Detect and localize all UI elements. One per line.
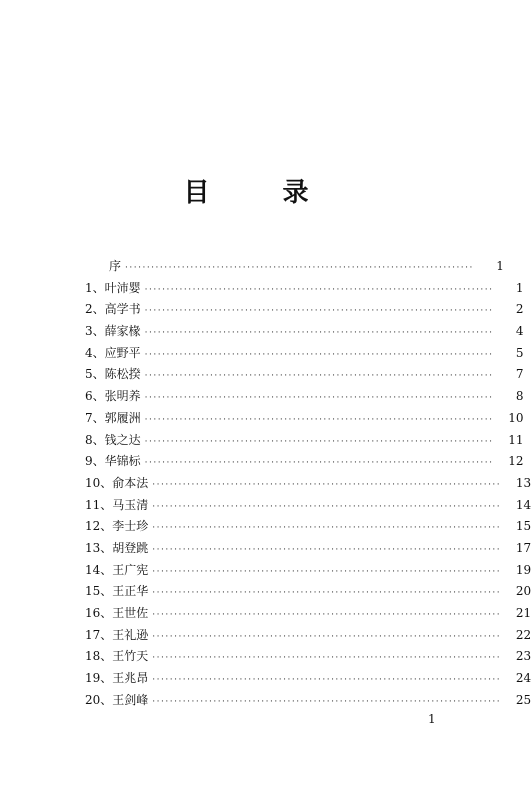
dot-leader: ················································································ bbox=[144, 306, 494, 317]
table-of-contents bbox=[85, 256, 531, 711]
dot-leader: ················································································ bbox=[152, 631, 502, 642]
toc-entry-page: 22 bbox=[515, 627, 531, 642]
toc-entry-page: 21 bbox=[515, 606, 531, 620]
dot-leader: ················································································ bbox=[152, 523, 502, 534]
toc-entry bbox=[85, 256, 504, 278]
toc-entry bbox=[85, 451, 524, 473]
toc-entry-page: 1 bbox=[496, 259, 504, 273]
dot-leader: ················································································ bbox=[152, 544, 502, 555]
toc-entry bbox=[85, 495, 531, 517]
toc-entry-label: 7、郭履洲 bbox=[85, 410, 141, 425]
dot-leader: ················································································ bbox=[144, 371, 494, 382]
toc-entry bbox=[85, 321, 524, 343]
dot-leader: ················································································ bbox=[144, 284, 494, 295]
dot-leader: ················································································ bbox=[144, 349, 494, 360]
toc-entry-label: 14、王广宪 bbox=[85, 562, 149, 577]
toc-entry-page: 13 bbox=[515, 475, 531, 490]
toc-entry-page: 8 bbox=[515, 389, 524, 404]
toc-entry-label: 19、王兆昂 bbox=[85, 671, 149, 686]
toc-entry bbox=[85, 668, 531, 690]
toc-entry-label: 10、俞本法 bbox=[85, 475, 149, 490]
toc-entry-label: 16、王世佐 bbox=[85, 606, 149, 620]
toc-entry bbox=[85, 560, 531, 582]
toc-entry-label: 18、王竹天 bbox=[85, 649, 149, 664]
toc-entry-label: 13、胡登跳 bbox=[85, 540, 149, 555]
toc-entry-page: 19 bbox=[515, 562, 531, 577]
dot-leader: ················································································ bbox=[144, 414, 494, 425]
dot-leader: ················································································ bbox=[152, 610, 502, 620]
toc-entry-page: 7 bbox=[515, 367, 524, 382]
toc-entry-label: 17、王礼逊 bbox=[85, 627, 149, 642]
toc-entry-page: 23 bbox=[515, 649, 531, 664]
toc-entry-label: 11、马玉清 bbox=[85, 497, 149, 512]
dot-leader: ················································································ bbox=[152, 501, 502, 512]
dot-leader: ················································································ bbox=[152, 653, 502, 664]
toc-entry-label: 15、王正华 bbox=[85, 584, 149, 599]
toc-entry-label: 序 bbox=[109, 259, 122, 273]
toc-entry-page: 4 bbox=[515, 324, 524, 339]
toc-entry-page: 2 bbox=[515, 302, 524, 317]
toc-entry-page: 5 bbox=[515, 345, 524, 360]
toc-entry-page: 10 bbox=[508, 410, 524, 425]
page-title: 目 录 bbox=[183, 178, 341, 208]
dot-leader: ················································································ bbox=[125, 263, 474, 273]
dot-leader: ················································································ bbox=[144, 393, 494, 404]
dot-leader: ················································································ bbox=[144, 436, 494, 447]
toc-entry bbox=[85, 408, 524, 430]
page-number: 1 bbox=[428, 712, 436, 726]
toc-entry bbox=[85, 625, 531, 647]
toc-entry bbox=[85, 473, 531, 495]
dot-leader: ················································································ bbox=[152, 479, 502, 490]
dot-leader: ················································································ bbox=[152, 588, 502, 599]
toc-entry-page: 20 bbox=[515, 584, 531, 599]
dot-leader: ················································································ bbox=[152, 566, 502, 577]
toc-entry-page: 1 bbox=[515, 280, 524, 295]
toc-entry-label: 20、王剑峰 bbox=[85, 692, 149, 707]
toc-entry bbox=[85, 646, 531, 668]
toc-entry bbox=[85, 603, 531, 625]
toc-entry-label: 2、高学书 bbox=[85, 302, 141, 317]
toc-entry bbox=[85, 343, 524, 365]
toc-entry-label: 12、李士珍 bbox=[85, 519, 149, 534]
toc-entry-page: 14 bbox=[515, 497, 531, 512]
toc-entry-label: 3、薛家椽 bbox=[85, 324, 141, 339]
toc-entry-page: 15 bbox=[515, 519, 531, 534]
dot-leader: ················································································ bbox=[144, 328, 494, 339]
toc-entry-label: 8、钱之达 bbox=[85, 432, 141, 447]
toc-entry-label: 1、叶沛婴 bbox=[85, 280, 141, 295]
dot-leader: ················································································ bbox=[152, 696, 502, 707]
toc-entry-page: 25 bbox=[515, 692, 531, 707]
toc-entry-page: 24 bbox=[515, 671, 531, 686]
toc-entry-label: 6、张明养 bbox=[85, 389, 141, 404]
toc-entry-page: 11 bbox=[508, 432, 524, 447]
dot-leader: ················································································ bbox=[144, 458, 494, 469]
toc-entry-label: 5、陈松揆 bbox=[85, 367, 141, 382]
toc-entry-page: 12 bbox=[508, 454, 524, 469]
toc-entry bbox=[85, 386, 524, 408]
toc-entry bbox=[85, 690, 531, 712]
toc-entry bbox=[85, 278, 524, 300]
dot-leader: ················································································ bbox=[152, 675, 502, 686]
toc-entry bbox=[85, 581, 531, 603]
toc-entry bbox=[85, 430, 524, 452]
toc-entry bbox=[85, 364, 524, 386]
toc-entry bbox=[85, 516, 531, 538]
toc-entry-label: 4、应野平 bbox=[85, 345, 141, 360]
toc-entry bbox=[85, 538, 531, 560]
toc-entry bbox=[85, 299, 524, 321]
toc-entry-label: 9、华锦标 bbox=[85, 454, 141, 469]
toc-entry-page: 17 bbox=[515, 540, 531, 555]
